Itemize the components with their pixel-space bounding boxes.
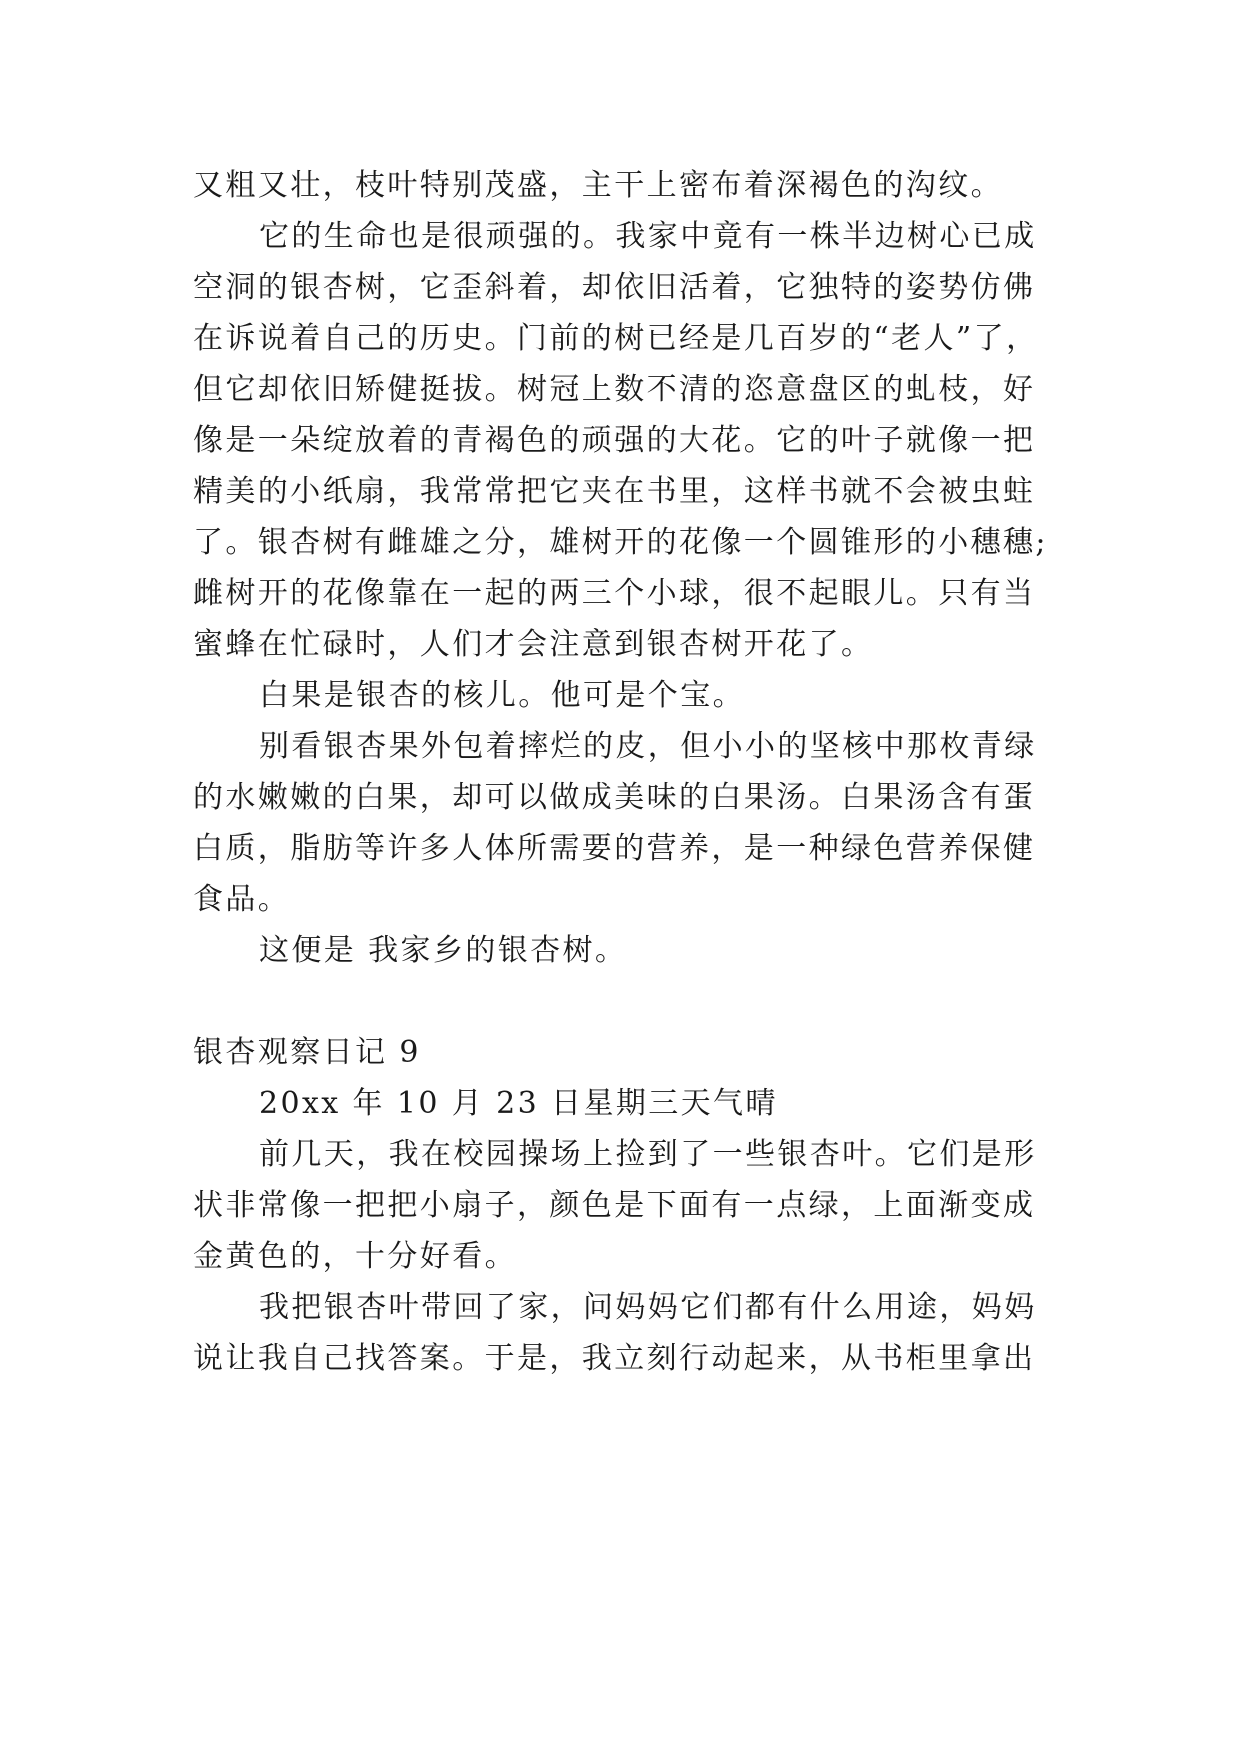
document-page bbox=[193, 160, 1053, 1384]
text-line: 前几天，我在校园操场上捡到了一些银杏叶。它们是形 bbox=[259, 1137, 1037, 1172]
section-title: 银杏观察日记 9 bbox=[193, 1035, 421, 1070]
text-line: 在诉说着自己的历史。门前的树已经是几百岁的“老人”了， bbox=[193, 321, 1039, 356]
paragraph-picked-leaves bbox=[193, 1129, 1053, 1282]
text-line: 空洞的银杏树，它歪斜着，却依旧活着，它独特的姿势仿佛 bbox=[193, 270, 1036, 305]
text-line: 像是一朵绽放着的青褐色的顽强的大花。它的叶子就像一把 bbox=[193, 423, 1036, 458]
text-line: 白果是银杏的核儿。他可是个宝。 bbox=[259, 678, 745, 713]
text-line: 了。银杏树有雌雄之分，雄树开的花像一个圆锥形的小穗穗; bbox=[193, 525, 1048, 560]
paragraph-tree-vitality bbox=[193, 211, 1053, 670]
spacer bbox=[193, 976, 1053, 1027]
text-line: 蜜蜂在忙碌时，人们才会注意到银杏树开花了。 bbox=[193, 627, 874, 662]
text-line: 又粗又壮，枝叶特别茂盛，主干上密布着深褐色的沟纹。 bbox=[193, 168, 1003, 203]
text-line: 它的生命也是很顽强的。我家中竟有一株半边树心已成 bbox=[259, 219, 1037, 254]
text-line: 但它却依旧矫健挺拔。树冠上数不清的恣意盘区的虬枝，好 bbox=[193, 372, 1036, 407]
paragraph-conclusion bbox=[193, 925, 1053, 976]
text-line: 我把银杏叶带回了家，问妈妈它们都有什么用途，妈妈 bbox=[259, 1290, 1037, 1325]
text-line: 这便是 我家乡的银杏树。 bbox=[259, 933, 628, 968]
text-line: 别看银杏果外包着摔烂的皮，但小小的坚核中那枚青绿 bbox=[259, 729, 1037, 764]
text-line: 说让我自己找答案。于是，我立刻行动起来，从书柜里拿出 bbox=[193, 1341, 1036, 1376]
text-line: 食品。 bbox=[193, 882, 291, 917]
diary-date-line: 20xx 年 10 月 23 日星期三天气晴 bbox=[259, 1086, 778, 1121]
text-line: 的水嫩嫩的白果，却可以做成美味的白果汤。白果汤含有蛋 bbox=[193, 780, 1036, 815]
text-line: 精美的小纸扇，我常常把它夹在书里，这样书就不会被虫蛀 bbox=[193, 474, 1036, 509]
paragraph-ginkgo-nut bbox=[193, 670, 1053, 721]
text-line: 金黄色的，十分好看。 bbox=[193, 1239, 517, 1274]
paragraph-ginkgo-soup bbox=[193, 721, 1053, 925]
text-line: 白质，脂肪等许多人体所需要的营养，是一种绿色营养保健 bbox=[193, 831, 1036, 866]
text-line: 雌树开的花像靠在一起的两三个小球，很不起眼儿。只有当 bbox=[193, 576, 1036, 611]
text-line: 状非常像一把把小扇子，颜色是下面有一点绿，上面渐变成 bbox=[193, 1188, 1036, 1223]
paragraph-ask-mother bbox=[193, 1282, 1053, 1384]
